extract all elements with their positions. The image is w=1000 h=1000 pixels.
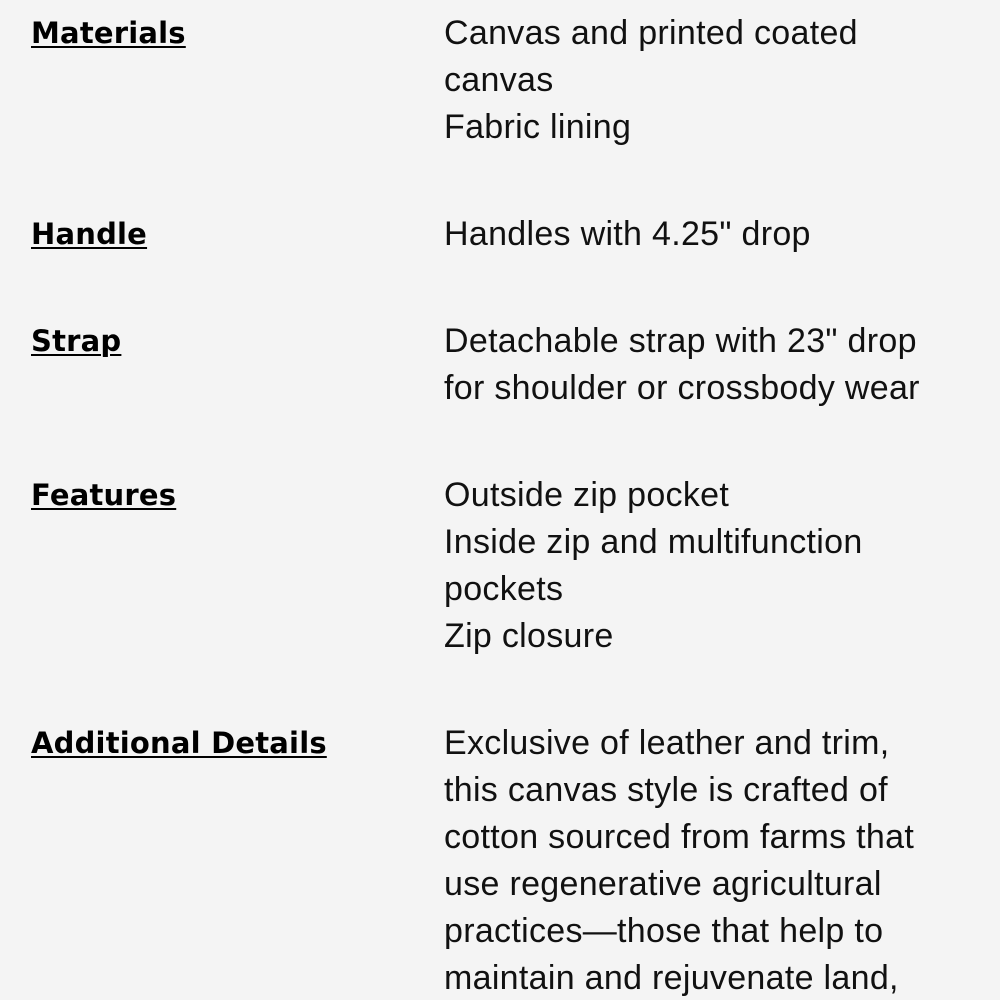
spec-label-additional-details: Additional Details — [31, 726, 327, 760]
spec-label-materials: Materials — [31, 16, 186, 50]
spec-label-handle: Handle — [31, 217, 148, 251]
spec-value-materials: Canvas and printed coated canvas Fabric lining — [444, 14, 858, 146]
spec-label-strap: Strap — [31, 324, 122, 358]
spec-value-features: Outside zip pocket Inside zip and multifunction pockets Zip closure — [444, 476, 863, 655]
spec-value-additional-details: Exclusive of leather and trim, this canvas style is crafted of cotton sourced from farms that use regenerative agricultural practices—those that help to maintain and rejuvenate land, — [444, 724, 915, 997]
spec-value-strap: Detachable strap with 23" drop for shoulder or crossbody wear — [444, 322, 920, 407]
spec-label-features: Features — [31, 478, 177, 512]
spec-value-handle: Handles with 4.25" drop — [444, 215, 811, 253]
